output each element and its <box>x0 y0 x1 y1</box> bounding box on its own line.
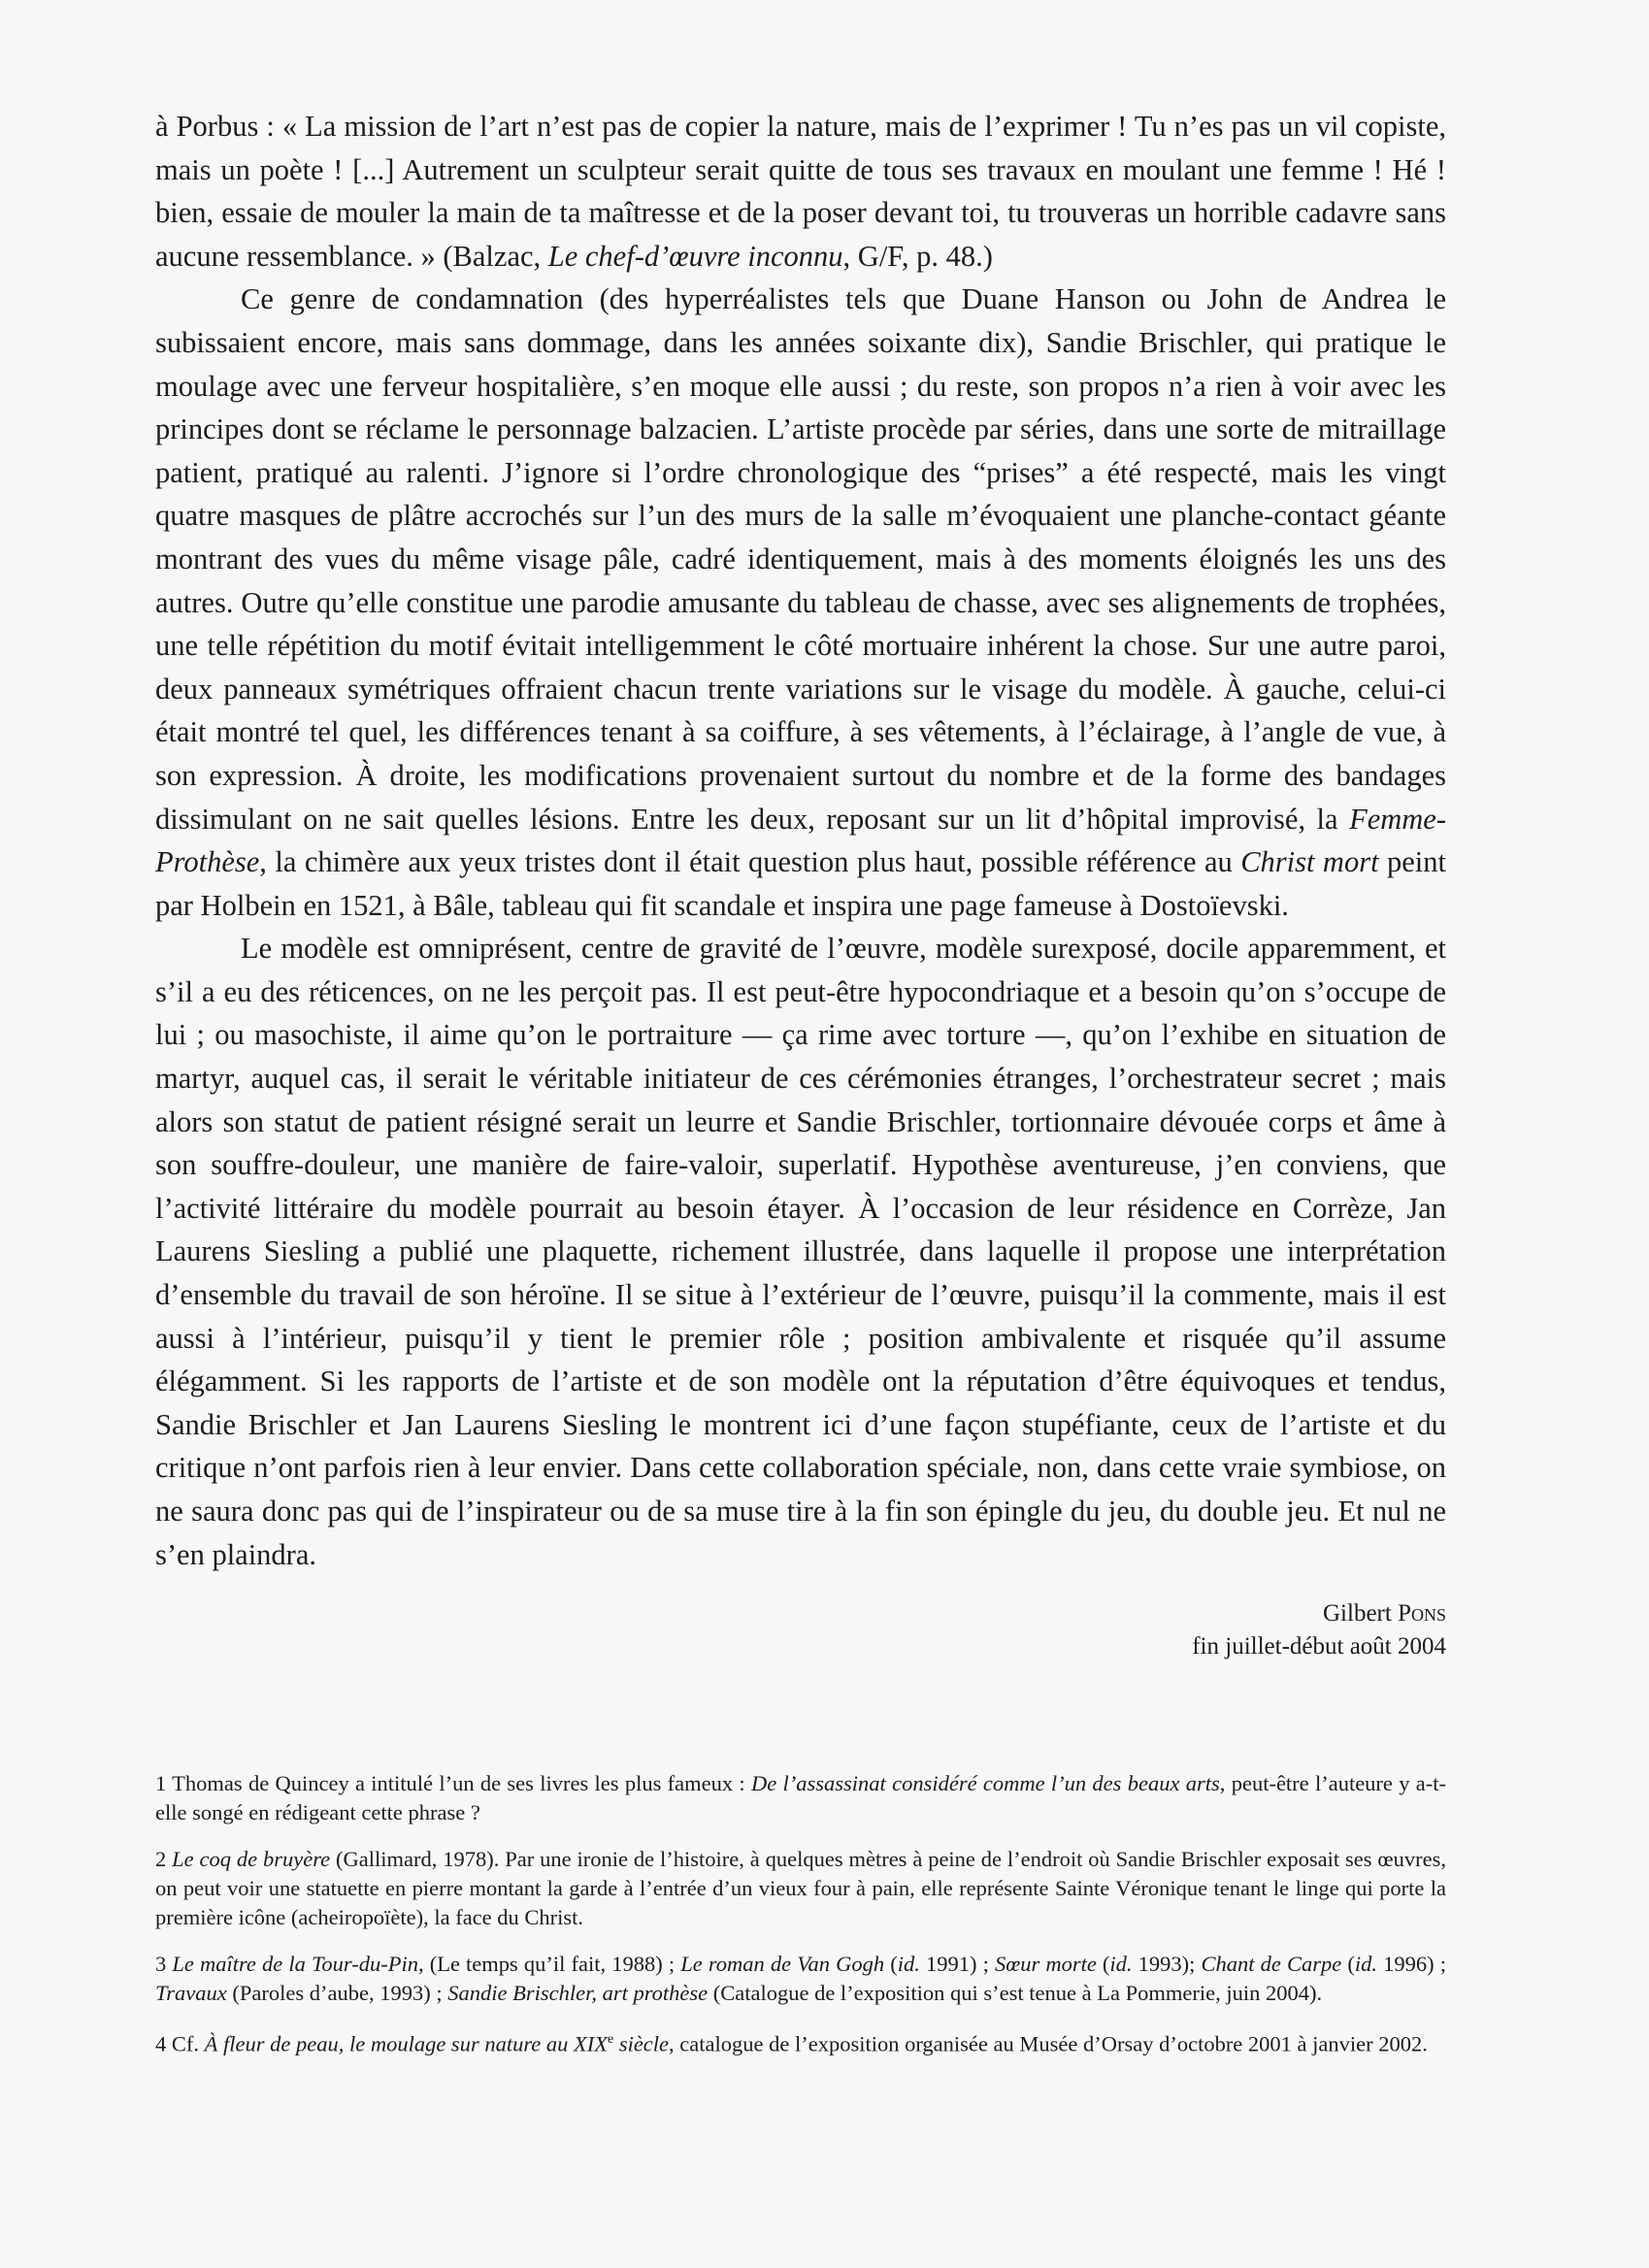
footnote-2: 2 Le coq de bruyère (Gallimard, 1978). Par une ironie de l’histoire, à quelques mètres à peine de l’endroit où Sandie Brischler exposait ses œuvres, on peut voir une statuette en pierre montant la garde à l’entrée d’un vieux four à pain, elle représente Sainte Véronique tenant le linge qui porte la première icône (acheiropoïète), la face du Christ. <box>155 1847 1446 1929</box>
author-name: Gilbert Pons <box>1323 1600 1446 1627</box>
artwork-title: Femme-Prothèse <box>155 802 1446 879</box>
book-title: Le chef-d’œuvre inconnu <box>547 239 843 273</box>
signature-date: fin juillet-début août 2004 <box>1192 1633 1446 1660</box>
footnote-3: 3 Le maître de la Tour-du-Pin, (Le temps qu’il fait, 1988) ; Le roman de Van Gogh (id. 1991) ; Sœur morte (id. 1993); Chant de Carpe (id. 1996) ; Travaux (Paroles d’aube, 1993) ; Sandie Brischler, art prothèse (Catalogue de l’exposition qui s’est tenue à La Pommerie, juin 2004). <box>155 1952 1447 2005</box>
footnotes <box>155 1769 1446 2077</box>
main-text <box>155 105 1446 1663</box>
footnote-4: 4 Cf. À fleur de peau, le moulage sur nature au XIXe siècle, catalogue de l’exposition organisée au Musée d’Orsay d’octobre 2001 à janvier 2002. <box>155 2031 1428 2056</box>
paragraph-1: à Porbus : « La mission de l’art n’est pas de copier la nature, mais de l’exprimer ! Tu n’es pas un vil copiste, mais un poète ! [...] Autrement un sculpteur serait quitte de tous ses travaux en moulant une femme ! Hé ! bien, essaie de mouler la main de ta maîtresse et de la poser devant toi, tu trouveras un horrible cadavre sans aucune ressemblance. » (Balzac, Le chef-d’œuvre inconnu, G/F, p. 48.) <box>155 110 1446 273</box>
painting-title: Christ mort <box>1240 845 1379 879</box>
paragraph-3: Le modèle est omniprésent, centre de gravité de l’œuvre, modèle surexposé, docile apparemment, et s’il a eu des réticences, on ne les perçoit pas. Il est peut-être hypocondriaque et a besoin qu’on s’occupe de lui ; ou masochiste, il aime qu’on le portraiture — ça rime avec torture —, qu’on l’exhibe en situation de martyr, auquel cas, il serait le véritable initiateur de ces cérémonies étranges, l’orchestrateur secret ; mais alors son statut de patient résigné serait un leurre et Sandie Brischler, tortionnaire dévouée corps et âme à son souffre-douleur, une manière de faire-valoir, superlatif. Hypothèse aventureuse, j’en conviens, que l’activité littéraire du modèle pourrait au besoin étayer. À l’occasion de leur résidence en Corrèze, Jan Laurens Siesling a publié une plaquette, richement illustrée, dans laquelle il propose une interprétation d’ensemble du travail de son héroïne. Il se situe à l’extérieur de l’œuvre, puisqu’il la commente, mais il est aussi à l’intérieur, puisqu’il y tient le premier rôle ; position ambivalente et risquée qu’il assume élégamment. Si les rapports de l’artiste et de son modèle ont la réputation d’être équivoques et tendus, Sandie Brischler et Jan Laurens Siesling le montrent ici d’une façon stupéfiante, ceux de l’artiste et du critique n’ont parfois rien à leur envier. Dans cette collaboration spéciale, non, dans cette vraie symbiose, on ne saura donc pas qui de l’inspirateur ou de sa muse tire à la fin son épingle du jeu, du double jeu. Et nul ne s’en plaindra. <box>155 932 1446 1571</box>
paragraph-2: Ce genre de condamnation (des hyperréalistes tels que Duane Hanson ou John de Andrea le subissaient encore, mais sans dommage, dans les années soixante dix), Sandie Brischler, qui pratique le moulage avec une ferveur hospitalière, s’en moque elle aussi ; du reste, son propos n’a rien à voir avec les principes dont se réclame le personnage balzacien. L’artiste procède par séries, dans une sorte de mitraillage patient, pratiqué au ralenti. J’ignore si l’ordre chronologique des “prises” a été respecté, mais les vingt quatre masques de plâtre accrochés sur l’un des murs de la salle m’évoquaient une planche-contact géante montrant des vues du même visage pâle, cadré identiquement, mais à des moments éloignés les uns des autres. Outre qu’elle constitue une parodie amusante du tableau de chasse, avec ses alignements de trophées, une telle répétition du motif évitait intelligemment le côté mortuaire inhérent la chose. Sur une autre paroi, deux panneaux symétriques offraient chacun trente variations sur le visage du modèle. À gauche, celui-ci était montré tel quel, les différences tenant à sa coiffure, à ses vêtements, à l’éclairage, à l’angle de vue, à son expression. À droite, les modifications provenaient surtout du nombre et de la forme des bandages dissimulant on ne sait quelles lésions. Entre les deux, reposant sur un lit d’hôpital improvisé, la Femme-Prothèse, la chimère aux yeux tristes dont il était question plus haut, possible référence au Christ mort peint par Holbein en 1521, à Bâle, tableau qui fit scandale et inspira une page fameuse à Dostoïevski. <box>155 282 1446 922</box>
signature <box>155 1597 1446 1663</box>
footnote-1: 1 Thomas de Quincey a intitulé l’un de ses livres les plus fameux : De l’assassinat considéré comme l’un des beaux arts, peut-être l’auteure y a-t-elle songé en rédigeant cette phrase ? <box>155 1771 1446 1824</box>
